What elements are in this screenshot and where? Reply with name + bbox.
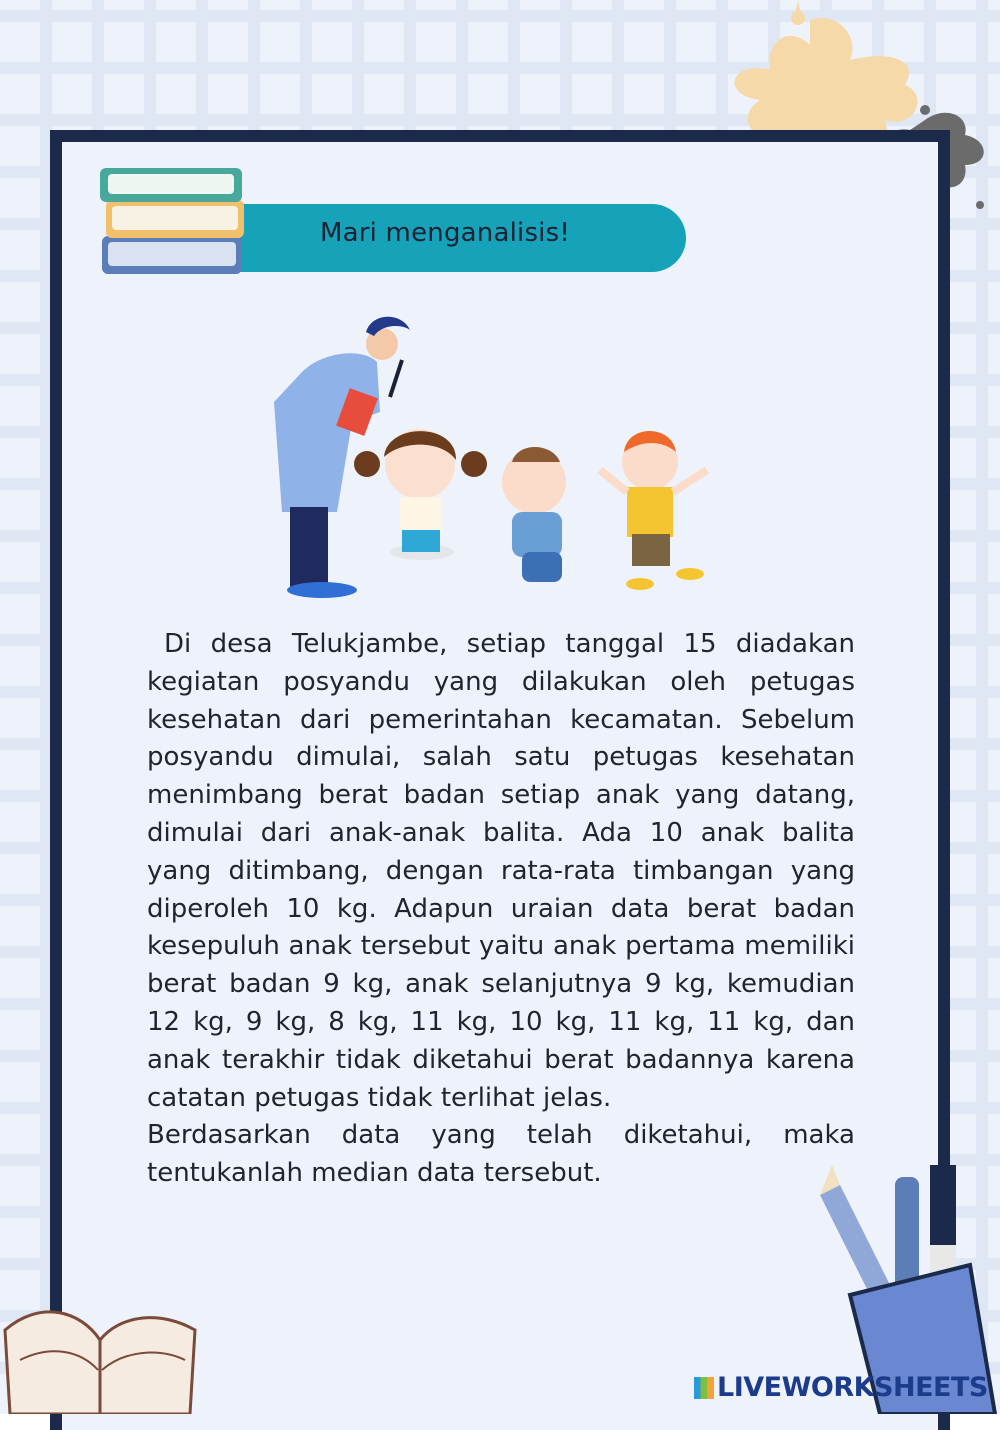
story-text <box>147 626 855 1193</box>
doctor-children-illustration <box>262 312 722 602</box>
books-stack-icon <box>96 160 252 282</box>
story-paragraph-2: Berdasarkan data yang telah diketahui, maka tentukanlah median data tersebut. <box>147 1120 855 1189</box>
banner-title: Mari menganalisis! <box>320 218 570 248</box>
liveworksheets-logo-mark <box>694 1377 714 1399</box>
open-book-icon <box>0 1290 200 1414</box>
story-paragraph-1: Di desa Telukjambe, setiap tanggal 15 diadakan kegiatan posyandu yang dilakukan oleh petugas kesehatan dari pemerintahan kecamatan. Sebelum posyandu dimulai, salah satu petugas kesehatan menimbang berat badan setiap anak yang datang, dimulai dari anak-anak balita. Ada 10 anak balita yang ditimbang, dengan rata-rata timbangan yang diperoleh 10 kg. Adapun uraian data berat badan kesepuluh anak tersebut yaitu anak pertama memiliki berat badan 9 kg, anak selanjutnya 9 kg, kemudian 12 kg, 9 kg, 8 kg, 11 kg, 10 kg, 11 kg, 11 kg, dan anak terakhir tidak diketahui berat badannya karena catatan petugas tidak terlihat jelas. <box>147 629 855 1113</box>
liveworksheets-logo <box>694 1372 988 1403</box>
logo-text: LIVEWORKSHEETS <box>717 1372 988 1403</box>
